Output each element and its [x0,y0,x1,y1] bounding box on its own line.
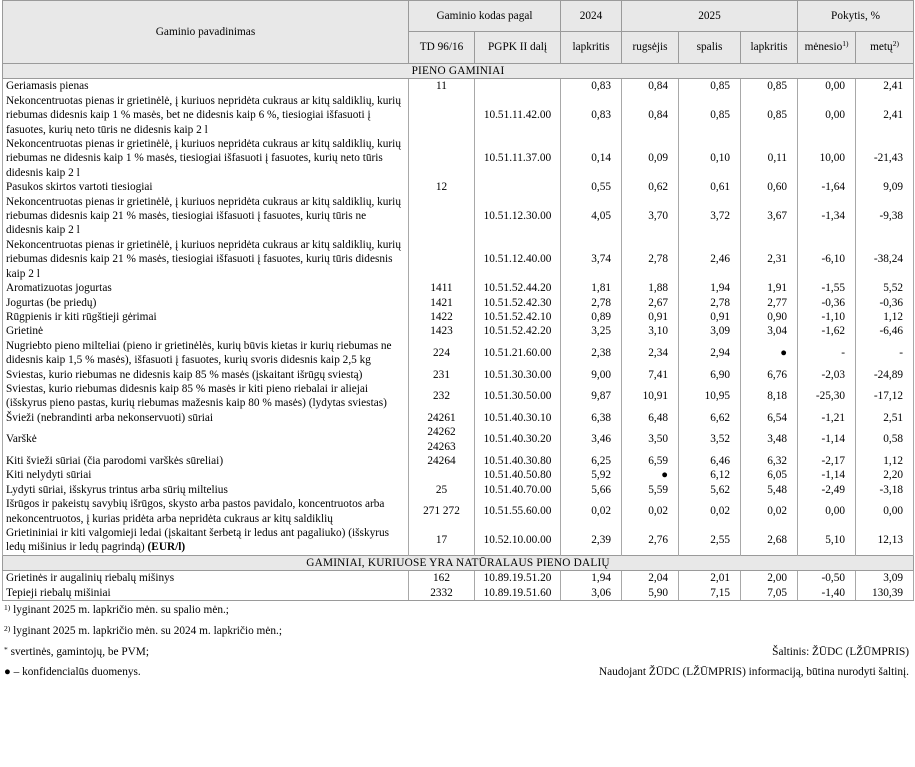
price-october: 0,61 [679,180,741,194]
product-name: Sviestas, kurio riebumas ne didesnis kaip 85 % masės (įskaitant išrūgų sviestą) [3,368,409,382]
monthly-change: -1,62 [798,324,856,338]
table-row [3,468,914,482]
footnote-confidential: ● – konfidencialūs duomenys. [4,666,141,679]
table-row [3,79,914,94]
price-october: 6,90 [679,368,741,382]
monthly-change: -6,10 [798,238,856,281]
monthly-change: 0,00 [798,497,856,526]
price-2024-november: 4,05 [561,195,622,238]
product-name: Lydyti sūriai, išskyrus trintus arba sūrių miltelius [3,483,409,497]
price-2024-november: 0,89 [561,310,622,324]
header-pgpk: PGPK II dalį [475,32,561,64]
price-october: 0,02 [679,497,741,526]
table-row [3,454,914,468]
price-october: 6,46 [679,454,741,468]
monthly-change: -1,40 [798,586,856,601]
header-product-code: Gaminio kodas pagal [409,1,561,32]
product-name: Rūgpienis ir kiti rūgštieji gėrimai [3,310,409,324]
pgpk-code [475,79,561,94]
table-row [3,310,914,324]
price-september: 6,59 [622,454,679,468]
price-november: 6,54 [741,411,798,425]
section-row [3,64,914,79]
product-name: Nekoncentruotas pienas ir grietinėlė, į kuriuos nepridėta cukraus ar kitų saldiklių, kurių riebumas didesnis kaip 21 % masės, tiesiogiai išfasuoti į fasuotes, kurių tūris didesnis kaip 2 l [3,238,409,281]
product-name: Grietininiai ir kiti valgomieji ledai (įskaitant šerbetą ir ledus ant pagaliuko) (išskyrus ledų mišinius ir ledų pagrindą) (EUR/l) [3,526,409,555]
price-november: 2,77 [741,296,798,310]
table-row [3,324,914,338]
yearly-change: -24,89 [856,368,914,382]
header-october: spalis [679,32,741,64]
price-october: 2,55 [679,526,741,555]
price-september: 0,84 [622,94,679,137]
price-october: 0,85 [679,79,741,94]
price-september: ● [622,468,679,482]
monthly-change: -1,34 [798,195,856,238]
yearly-change: 2,41 [856,79,914,94]
product-name: Aromatizuotas jogurtas [3,281,409,295]
td-code: 162 [409,571,475,586]
price-2024-november: 3,06 [561,586,622,601]
section-title: GAMINIAI, KURIUOSE YRA NATŪRALAUS PIENO DALIŲ [3,555,914,570]
monthly-change: -1,21 [798,411,856,425]
price-september: 3,10 [622,324,679,338]
table-header [3,1,914,64]
price-october: 1,94 [679,281,741,295]
product-name: Kiti švieži sūriai (čia parodomi varškės sūreliai) [3,454,409,468]
pgpk-code: 10.52.10.00.00 [475,526,561,555]
price-2024-november: 3,74 [561,238,622,281]
table-row [3,296,914,310]
price-september: 2,67 [622,296,679,310]
price-october: 0,10 [679,137,741,180]
price-2024-november: 1,81 [561,281,622,295]
table-row [3,368,914,382]
price-september: 2,76 [622,526,679,555]
table-row [3,526,914,555]
price-november: 0,85 [741,94,798,137]
price-november: 2,31 [741,238,798,281]
price-september: 1,88 [622,281,679,295]
price-october: 6,12 [679,468,741,482]
price-november: 0,85 [741,79,798,94]
header-year-2025: 2025 [622,1,798,32]
table-row [3,497,914,526]
td-code [409,195,475,238]
price-2024-november: 5,92 [561,468,622,482]
price-october: 2,94 [679,339,741,368]
header-td: TD 96/16 [409,32,475,64]
product-name: Geriamasis pienas [3,79,409,94]
product-name: Nekoncentruotas pienas ir grietinėlė, į kuriuos nepridėta cukraus ar kitų saldiklių, kurių riebumas ne didesnis kaip 1 % masės, tiesiogiai išfasuoti į fasuotes, kurių neto tūris didesnis kaip 2 l [3,137,409,180]
pgpk-code [475,180,561,194]
price-november: 0,02 [741,497,798,526]
product-name: Pasukos skirtos vartoti tiesiogiai [3,180,409,194]
td-code: 24264 [409,454,475,468]
monthly-change: -1,10 [798,310,856,324]
yearly-change: 2,20 [856,468,914,482]
price-october: 2,46 [679,238,741,281]
price-2024-november: 3,46 [561,425,622,454]
table-body [3,64,914,601]
td-code: 1422 [409,310,475,324]
table-row [3,238,914,281]
price-september: 0,91 [622,310,679,324]
price-november: 3,48 [741,425,798,454]
header-2024-november: lapkritis [561,32,622,64]
price-2024-november: 9,87 [561,382,622,411]
td-code [409,137,475,180]
footnote-3: * svertinės, gamintojų, be PVM; [4,645,149,659]
price-november: 0,60 [741,180,798,194]
price-2024-november: 2,38 [561,339,622,368]
header-product-name: Gaminio pavadinimas [3,1,409,64]
price-2024-november: 1,94 [561,571,622,586]
td-code: 271 272 [409,497,475,526]
price-2024-november: 9,00 [561,368,622,382]
table-row [3,195,914,238]
section-title: PIENO GAMINIAI [3,64,914,79]
td-code: 1411 [409,281,475,295]
td-code: 24262 24263 [409,425,475,454]
pgpk-code: 10.51.55.60.00 [475,497,561,526]
price-november: 3,04 [741,324,798,338]
td-code: 1421 [409,296,475,310]
monthly-change: 10,00 [798,137,856,180]
td-code: 232 [409,382,475,411]
price-november: ● [741,339,798,368]
price-october: 3,09 [679,324,741,338]
yearly-change: 130,39 [856,586,914,601]
monthly-change: -2,03 [798,368,856,382]
monthly-change: 0,00 [798,94,856,137]
monthly-change: -0,36 [798,296,856,310]
price-october: 3,52 [679,425,741,454]
header-year-2024: 2024 [561,1,622,32]
yearly-change: -9,38 [856,195,914,238]
price-september: 10,91 [622,382,679,411]
price-november: 1,91 [741,281,798,295]
td-code: 24261 [409,411,475,425]
td-code [409,94,475,137]
price-september: 5,90 [622,586,679,601]
price-october: 2,78 [679,296,741,310]
source-note: Šaltinis: ŽŪDC (LŽŪMPRIS) [772,646,909,659]
td-code: 224 [409,339,475,368]
yearly-change: -0,36 [856,296,914,310]
product-name: Grietinė [3,324,409,338]
monthly-change: -1,14 [798,468,856,482]
price-september: 2,34 [622,339,679,368]
yearly-change: -3,18 [856,483,914,497]
yearly-change: 2,41 [856,94,914,137]
pgpk-code: 10.51.52.42.30 [475,296,561,310]
table-row [3,180,914,194]
yearly-change: 3,09 [856,571,914,586]
price-october: 10,95 [679,382,741,411]
pgpk-code: 10.51.12.40.00 [475,238,561,281]
product-name: Tepieji riebalų mišiniai [3,586,409,601]
monthly-change: 5,10 [798,526,856,555]
price-november: 6,76 [741,368,798,382]
price-november: 3,67 [741,195,798,238]
footnote-2: $^{2)}$ lyginant 2025 m. lapkričio mėn. su 2024 m. lapkričio mėn.; [4,624,282,638]
table-row [3,281,914,295]
pgpk-code: 10.51.40.50.80 [475,468,561,482]
pgpk-code: 10.51.52.42.10 [475,310,561,324]
price-october: 5,62 [679,483,741,497]
price-november: 6,05 [741,468,798,482]
monthly-change: 0,00 [798,79,856,94]
price-2024-november: 5,66 [561,483,622,497]
td-code: 17 [409,526,475,555]
product-name: Grietinės ir augalinių riebalų mišinys [3,571,409,586]
product-name: Jogurtas (be priedų) [3,296,409,310]
td-code: 12 [409,180,475,194]
price-november: 0,90 [741,310,798,324]
footnotes [2,601,913,691]
header-change: Pokytis, % [798,1,914,32]
yearly-change: 2,51 [856,411,914,425]
pgpk-code: 10.51.52.42.20 [475,324,561,338]
td-code: 1423 [409,324,475,338]
price-october: 7,15 [679,586,741,601]
price-november: 2,00 [741,571,798,586]
monthly-change: -1,64 [798,180,856,194]
pgpk-code: 10.51.12.30.00 [475,195,561,238]
table-row [3,411,914,425]
table-row [3,382,914,411]
header-yearly-change: metų$^{2)}$ [856,32,914,64]
price-november: 7,05 [741,586,798,601]
price-2024-november: 0,83 [561,79,622,94]
yearly-change: - [856,339,914,368]
price-september: 0,09 [622,137,679,180]
table-row [3,571,914,586]
pgpk-code: 10.51.40.30.10 [475,411,561,425]
table-row [3,94,914,137]
price-october: 0,85 [679,94,741,137]
monthly-change: -2,17 [798,454,856,468]
price-september: 3,70 [622,195,679,238]
pgpk-code: 10.51.40.30.80 [475,454,561,468]
table-row [3,339,914,368]
price-2024-november: 2,39 [561,526,622,555]
yearly-change: -21,43 [856,137,914,180]
td-code [409,468,475,482]
yearly-change: 1,12 [856,310,914,324]
monthly-change: - [798,339,856,368]
yearly-change: 12,13 [856,526,914,555]
monthly-change: -1,55 [798,281,856,295]
header-september: rugsėjis [622,32,679,64]
yearly-change: -17,12 [856,382,914,411]
yearly-change: 5,52 [856,281,914,295]
product-name: Sviestas, kurio riebumas didesnis kaip 85 % masės ir kiti pieno riebalai ir aliejai (išskyrus pieno pastas, kurių riebumas mažesnis kaip 80 % masės) (lydytas sviestas) [3,382,409,411]
price-2024-november: 0,55 [561,180,622,194]
product-name: Išrūgos ir pakeistų savybių išrūgos, skysto arba pastos pavidalo, koncentruotos arba nekoncentruotos, į kurias pridėta arba nepridėta cukraus ar kitų saldiklių [3,497,409,526]
pgpk-code: 10.89.19.51.60 [475,586,561,601]
pgpk-code: 10.51.52.44.20 [475,281,561,295]
table-row [3,483,914,497]
usage-note: Naudojant ŽŪDC (LŽŪMPRIS) informaciją, būtina nurodyti šaltinį. [599,666,909,679]
pgpk-code: 10.51.40.70.00 [475,483,561,497]
prices-table [2,0,914,601]
price-september: 3,50 [622,425,679,454]
monthly-change: -2,49 [798,483,856,497]
footnote-1: $^{1)}$ lyginant 2025 m. lapkričio mėn. su spalio mėn.; [4,603,229,617]
price-2024-november: 0,83 [561,94,622,137]
price-october: 6,62 [679,411,741,425]
pgpk-code: 10.89.19.51.20 [475,571,561,586]
monthly-change: -1,14 [798,425,856,454]
yearly-change: 9,09 [856,180,914,194]
product-name: Varškė [3,425,409,454]
td-code [409,238,475,281]
pgpk-code: 10.51.40.30.20 [475,425,561,454]
price-september: 7,41 [622,368,679,382]
yearly-change: 1,12 [856,454,914,468]
price-november: 6,32 [741,454,798,468]
price-2024-november: 6,25 [561,454,622,468]
header-monthly-change: mėnesio$^{1)}$ [798,32,856,64]
pgpk-code: 10.51.30.30.00 [475,368,561,382]
product-name: Nekoncentruotas pienas ir grietinėlė, į kuriuos nepridėta cukraus ar kitų saldiklių, kurių riebumas didesnis kaip 21 % masės, tiesiogiai išfasuoti į fasuotes, kurių tūris ne didesnis kaip 2 l [3,195,409,238]
price-october: 3,72 [679,195,741,238]
monthly-change: -0,50 [798,571,856,586]
td-code: 25 [409,483,475,497]
price-2024-november: 6,38 [561,411,622,425]
price-september: 2,78 [622,238,679,281]
price-september: 0,02 [622,497,679,526]
price-october: 2,01 [679,571,741,586]
pgpk-code: 10.51.21.60.00 [475,339,561,368]
table-row [3,425,914,454]
price-november: 2,68 [741,526,798,555]
product-name: Nekoncentruotas pienas ir grietinėlė, į kuriuos nepridėta cukraus ar kitų saldiklių, kurių riebumas didesnis kaip 1 % masės, bet ne didesnis kaip 6 %, tiesiogiai išfasuoti į fasuotes, kurių neto tūris ne didesnis kaip 2 l [3,94,409,137]
yearly-change: 0,00 [856,497,914,526]
price-november: 8,18 [741,382,798,411]
price-september: 0,84 [622,79,679,94]
td-code: 11 [409,79,475,94]
price-2024-november: 0,02 [561,497,622,526]
product-name: Nugriebto pieno milteliai (pieno ir grietinėlės, kurių būvis kietas ir kurių riebumas ne didesnis kaip 1,5 % masės), išfasuoti į fasuotes, kurių svoris didesnis kaip 2,5 kg [3,339,409,368]
table-row [3,586,914,601]
yearly-change: -6,46 [856,324,914,338]
price-september: 6,48 [622,411,679,425]
pgpk-code: 10.51.11.42.00 [475,94,561,137]
yearly-change: 0,58 [856,425,914,454]
price-september: 5,59 [622,483,679,497]
price-2024-november: 3,25 [561,324,622,338]
price-2024-november: 0,14 [561,137,622,180]
price-november: 5,48 [741,483,798,497]
section-row [3,555,914,570]
td-code: 231 [409,368,475,382]
td-code: 2332 [409,586,475,601]
pgpk-code: 10.51.11.37.00 [475,137,561,180]
monthly-change: -25,30 [798,382,856,411]
yearly-change: -38,24 [856,238,914,281]
header-november: lapkritis [741,32,798,64]
price-november: 0,11 [741,137,798,180]
price-october: 0,91 [679,310,741,324]
price-2024-november: 2,78 [561,296,622,310]
table-row [3,137,914,180]
price-september: 0,62 [622,180,679,194]
product-name: Švieži (nebrandinti arba nekonservuoti) sūriai [3,411,409,425]
pgpk-code: 10.51.30.50.00 [475,382,561,411]
product-name: Kiti nelydyti sūriai [3,468,409,482]
price-september: 2,04 [622,571,679,586]
